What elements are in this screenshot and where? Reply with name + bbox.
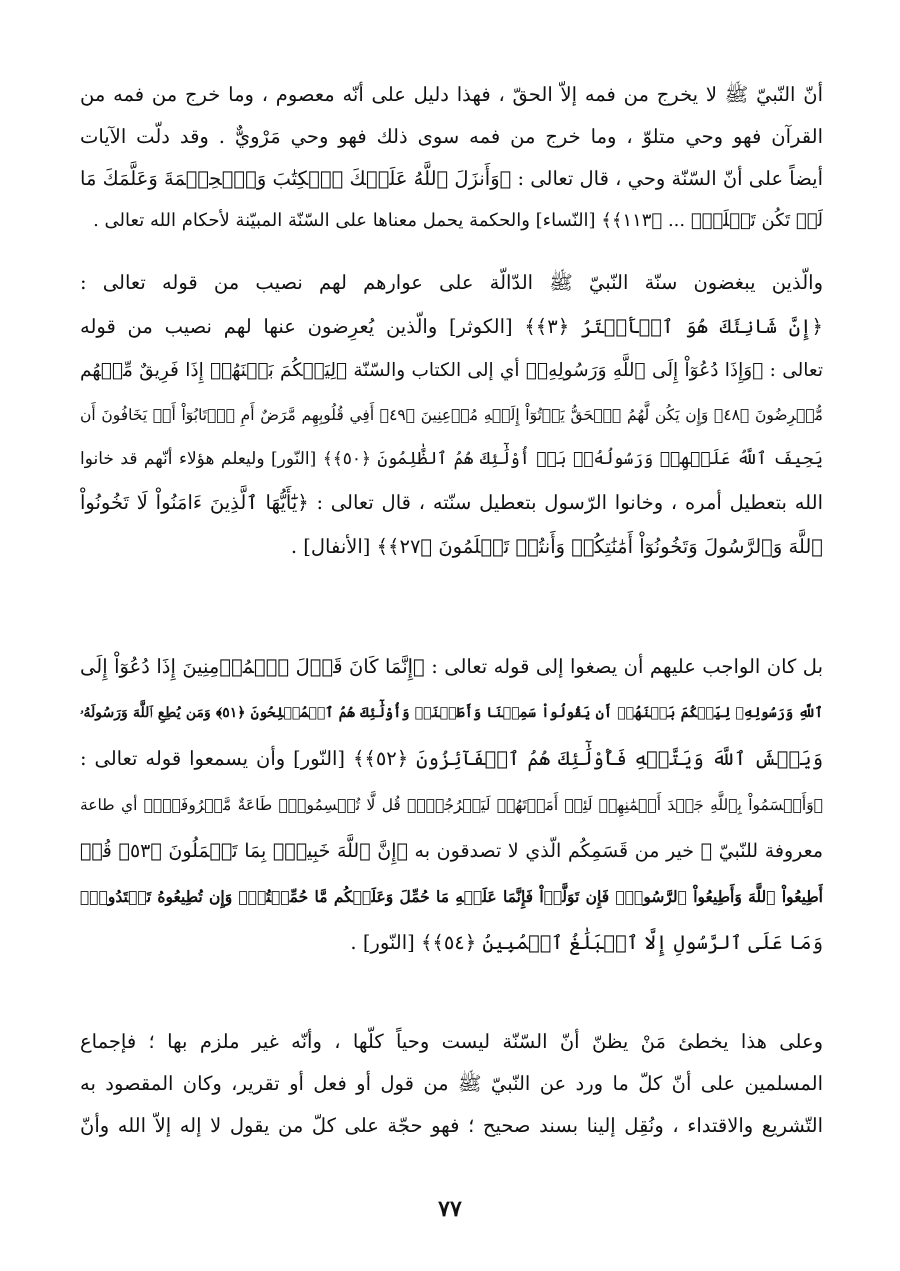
text-line: الله بتعطيل أمره ، وخانوا الرّسول بتعطيل سنّته ، قال تعالى : ﴿يَٰٓأَيُّهَا ٱلَّذِينَ ءَامَنُواْ لَا تَخُونُواْ — [80, 491, 823, 514]
text-line: ٱللَّهِ وَرَسُولِهِۦ لِيَحۡكُمَ بَيۡنَهُمۡ أَن يَقُولُواْ سَمِعۡنَا وَأَطَعۡنَاۚ وَأُوْلَٰٓئِكَ هُمُ ٱلۡمُفۡلِحُونَ ﴿٥١﴾ وَمَن يُطِعِ ٱللَّهَ وَرَسُولَهُۥ — [80, 705, 823, 721]
page-number: ٧٧ — [438, 1196, 462, 1222]
text-line: بل كان الواجب عليهم أن يصغوا إلى قوله تعالى : ﴿إِنَّمَا كَانَ قَوۡلَ ٱلۡمُؤۡمِنِينَ إِذَا دُعُوٓاْ إِلَى — [80, 655, 823, 678]
text-line: تعالى : ﴿وَإِذَا دُعُوٓاْ إِلَى ٱللَّهِ وَرَسُولِهِۦ﴾ أي إلى الكتاب والسّنّة ﴿لِيَحۡكُمَ بَيۡنَهُمۡ إِذَا فَرِيقٌ مِّنۡهُم — [80, 360, 823, 381]
text-line: ﴿وَأَقۡسَمُواْ بِٱللَّهِ جَهۡدَ أَيۡمَٰنِهِمۡ لَئِنۡ أَمَرۡتَهُمۡ لَيَخۡرُجُنَّۖ قُل لَّا تُقۡسِمُواْۖ طَاعَةٌ مَّعۡرُوفَةٌۚ﴾ أي طاعة — [80, 796, 823, 814]
text-line: المسلمين على أنّ كلّ ما ورد عن النّبيّ ﷺ من قول أو فعل أو تقرير، وكان المقصود به — [80, 1072, 823, 1095]
text-line: وَيَخۡشَ ٱللَّهَ وَيَتَّقۡهِ فَأُوْلَٰٓئِكَ هُمُ ٱلۡفَآئِزُونَ ﴿٥٢﴾﴾ [النّور] وأن يسمعوا قوله تعالى : — [80, 747, 823, 770]
text-line: والّذين يبغضون سنّة النّبيّ ﷺ الدّالّة على عوارهم لهم نصيب من قوله تعالى : — [80, 271, 823, 294]
text-line: أيضاً على أنّ السّنّة وحي ، قال تعالى : ﴿وَأَنزَلَ ٱللَّهُ عَلَيۡكَ ٱلۡكِتَٰبَ وَٱلۡحِكۡمَةَ وَعَلَّمَكَ مَا — [80, 167, 823, 190]
paragraph-2 — [80, 261, 823, 569]
text-line: أَطِيعُواْ ٱللَّهَ وَأَطِيعُواْ ٱلرَّسُولَۖ فَإِن تَوَلَّوۡاْ فَإِنَّمَا عَلَيۡهِ مَا حُمِّلَ وَعَلَيۡكُم مَّا حُمِّلۡتُمۡۖ وَإِن تُطِيعُوهُ تَهۡتَدُواْۚ — [80, 887, 823, 906]
text-line: لَمۡ تَكُن تَعۡلَمُۚ ... ﴿١١٣﴾﴾ [النّساء] والحكمة يحمل معناها على السّنّة المبيّنة لأحكام الله تعالى . — [93, 210, 823, 231]
text-line: معروفة للنّبيّ ﷺ خير من قَسَمِكُم الّذي لا تصدقون به ﴿إِنَّ ٱللَّهَ خَبِيرُۢ بِمَا تَعۡمَلُونَ ﴿٥٣﴾ قُلۡ — [80, 840, 823, 862]
text-line: مُّعۡرِضُونَ ﴿٤٨﴾ وَإِن يَكُن لَّهُمُ ٱلۡحَقُّ يَأۡتُوٓاْ إِلَيۡهِ مُذۡعِنِينَ ﴿٤٩﴾ أَفِي قُلُوبِهِم مَّرَضٌ أَمِ ٱرۡتَابُوٓاْ أَمۡ يَخَافُونَ أَن — [80, 406, 823, 424]
paragraph-3 — [80, 644, 823, 966]
text-line: التّشريع والاقتداء ، ونُقِل إلينا بسند صحيح ؛ فهو حجّة على كلّ من يقول لا إله إلاّ الله وأنّ — [80, 1114, 823, 1137]
text-line: ٱللَّهَ وَٱلرَّسُولَ وَتَخُونُوٓاْ أَمَٰنَٰتِكُمۡ وَأَنتُمۡ تَعۡلَمُونَ ﴿٢٧﴾﴾ [الأنفال] . — [290, 535, 823, 558]
text-line: وَمَا عَلَى ٱلرَّسُولِ إِلَّا ٱلۡبَلَٰغُ ٱلۡمُبِينُ ﴿٥٤﴾﴾ [النّور] . — [350, 931, 823, 954]
text-line: وعلى هذا يخطئ مَنْ يظنّ أنّ السّنّة ليست وحياً كلّها ، وأنّه غير ملزم بها ؛ فإجماع — [80, 1030, 823, 1053]
text-line: ﴿إِنَّ شَانِئَكَ هُوَ ٱلۡأَبۡتَرُ ﴿٣﴾﴾ [الكوثر] والّذين يُعرِضون عنها لهم نصيب من قوله — [80, 315, 823, 338]
paragraph-1 — [80, 74, 823, 242]
text-line: القرآن فهو وحي متلوّ ، وما خرج من فمه سوى ذلك فهو وحي مَرْويٌّ . وقد دلّت الآيات — [80, 125, 823, 148]
text-line: أنّ النّبيّ ﷺ لا يخرج من فمه إلاّ الحقّ ، فهذا دليل على أنّه معصوم ، وما خرج من فمه من — [80, 83, 823, 106]
paragraph-4 — [80, 1021, 823, 1147]
text-line: يَحِيفَ ٱللَّهُ عَلَيۡهِمۡ وَرَسُولُهُۥۚ بَلۡ أُوْلَٰٓئِكَ هُمُ ٱلظَّٰلِمُونَ ﴿٥٠﴾﴾ [النّور] وليعلم هؤلاء أنّهم قد خانوا — [80, 449, 823, 469]
